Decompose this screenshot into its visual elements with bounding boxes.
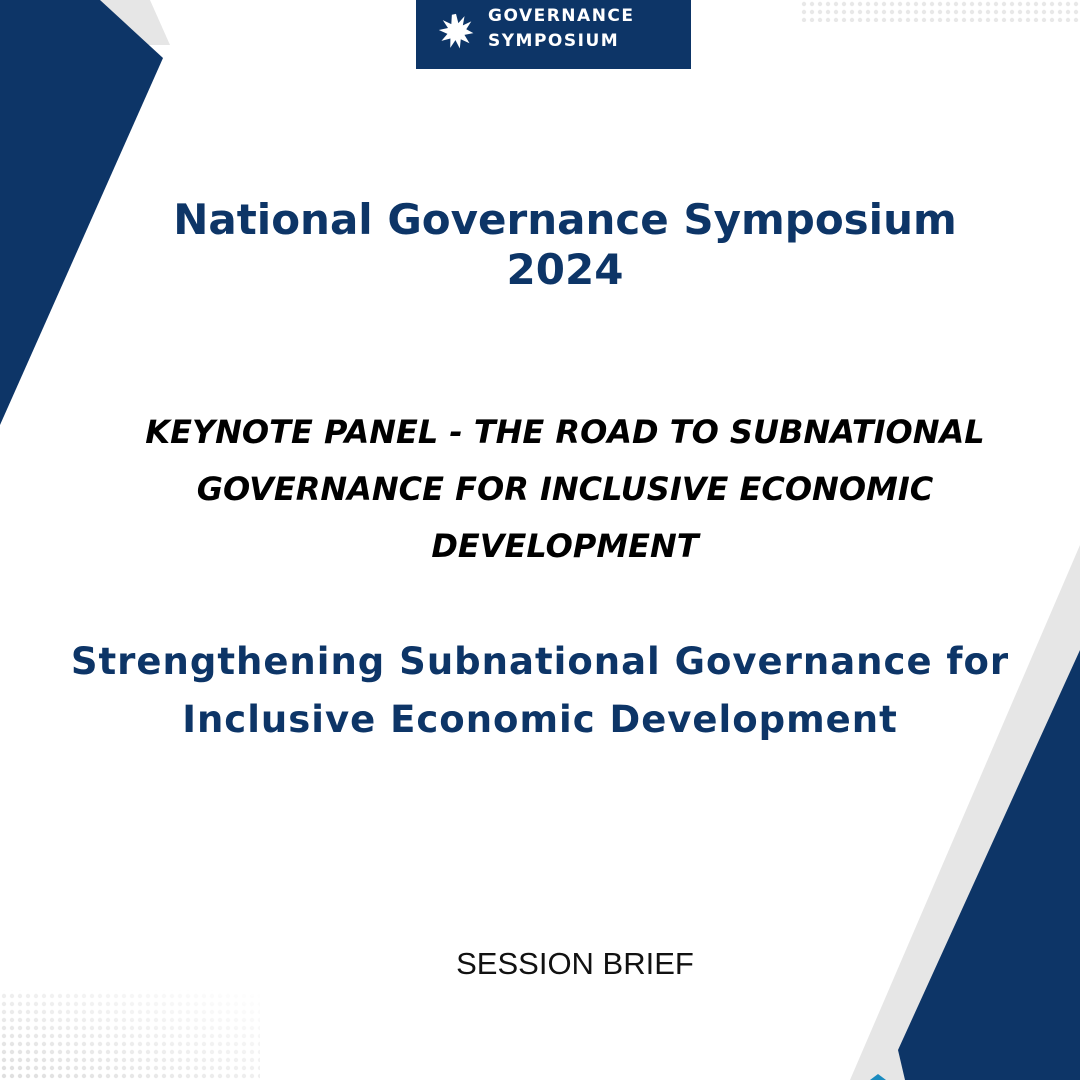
logo-line-1: GOVERNANCE (488, 5, 635, 26)
logo-wordmark (488, 4, 635, 54)
logo-banner (416, 0, 691, 69)
session-subtitle: Strengthening Subnational Governance for Inclusive Economic Development (70, 640, 1010, 741)
session-brief-label: SESSION BRIEF (456, 946, 694, 981)
event-title: National Governance Symposium 2024 (173, 195, 957, 294)
panel-title: KEYNOTE PANEL - THE ROAD TO SUBNATIONAL GOVERNANCE FOR INCLUSIVE ECONOMIC DEVELOPMENT (145, 413, 985, 565)
top-left-navy-block (0, 0, 163, 425)
dot-texture-bottom-left (0, 990, 260, 1080)
dot-texture-top-right (800, 0, 1080, 22)
sunburst-icon (438, 13, 474, 49)
logo-line-2: SYMPOSIUM (488, 30, 620, 51)
